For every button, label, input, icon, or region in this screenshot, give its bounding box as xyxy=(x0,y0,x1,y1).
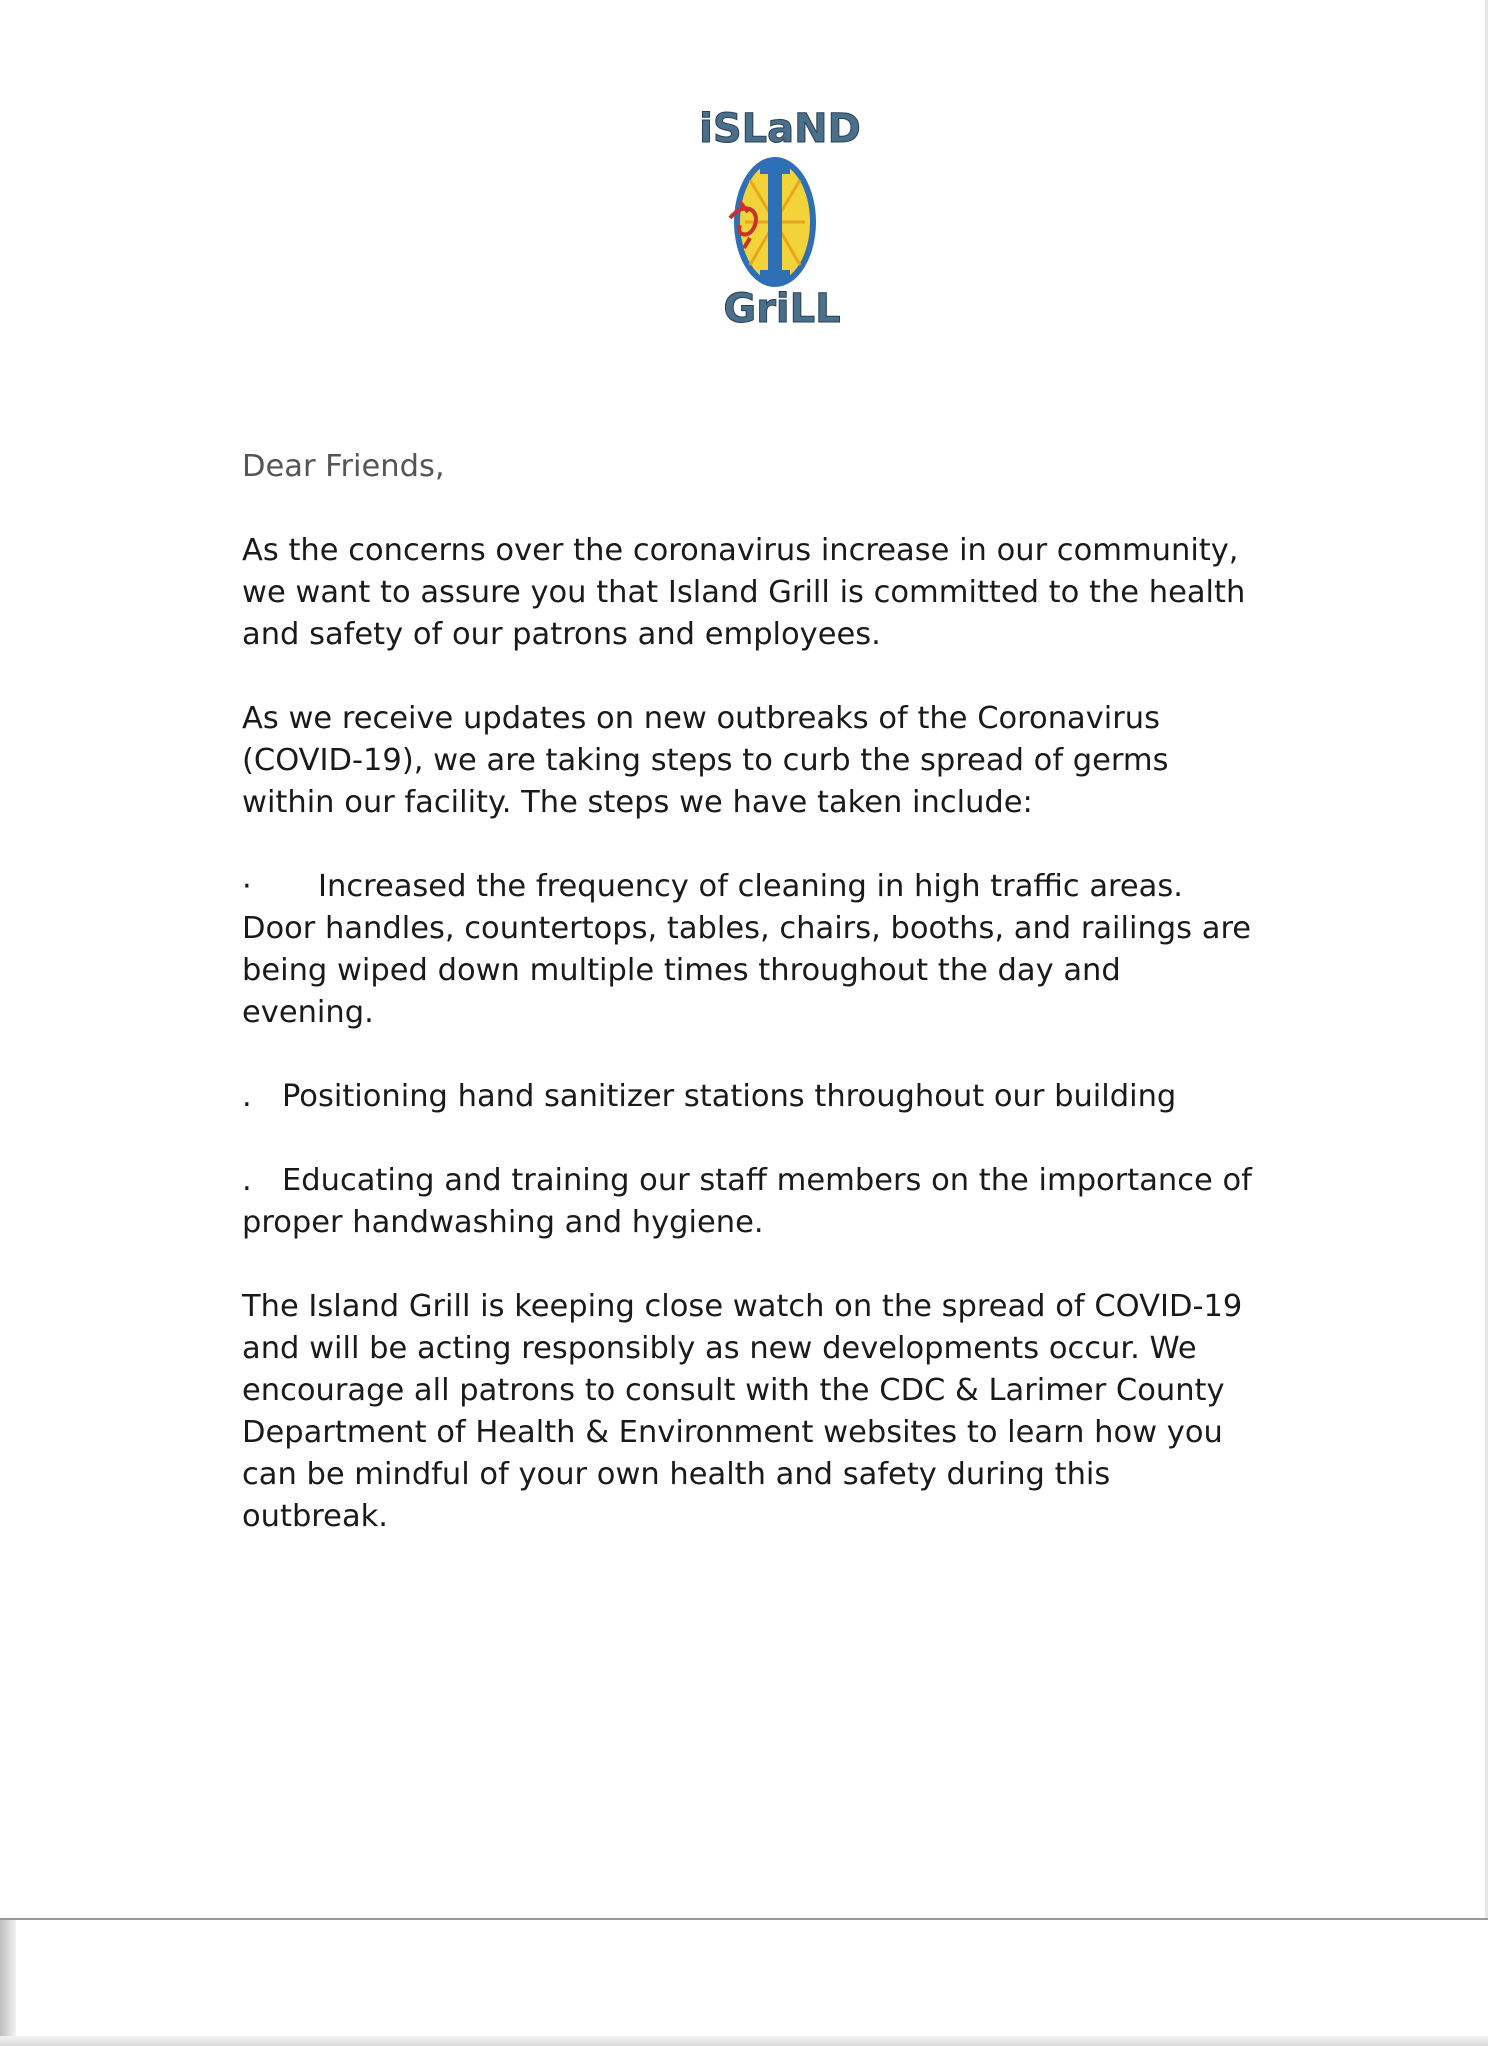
paragraph-steps: As we receive updates on new outbreaks of the Coronavirus (COVID-19), we are taking steps to curb the spread of germs within our facility. The steps we have taken include: xyxy=(242,701,1169,820)
bullet-item xyxy=(242,1076,1252,1118)
paragraph-closing: The Island Grill is keeping close watch on the spread of COVID-19 and will be acting responsibly as new developments occur. We encourage all patrons to consult with the CDC & Larimer County Department of Health & Environment websites to learn how you can be mindful of your own health and safety during this outbreak. xyxy=(242,1289,1243,1534)
bullet-marker: . xyxy=(242,1163,252,1198)
scan-page-edge-line xyxy=(0,1918,1488,1920)
letter-body xyxy=(242,446,1252,1538)
bullet-text: Educating and training our staff members on the importance of proper handwashing and hygiene. xyxy=(242,1163,1252,1240)
logo-top-text: iSLaND xyxy=(699,106,861,152)
bullet-text: Positioning hand sanitizer stations throughout our building xyxy=(282,1079,1177,1114)
logo-bottom-text: GriLL xyxy=(723,286,841,332)
bullet-item xyxy=(242,866,1252,1034)
bullet-text: Increased the frequency of cleaning in high traffic areas. Door handles, countertops, tables, chairs, booths, and railings are being wiped down multiple times throughout the day and evening. xyxy=(242,869,1252,1030)
island-grill-logo-graphic xyxy=(690,100,870,335)
bullet-marker: . xyxy=(242,1079,252,1114)
scan-corner-shadow xyxy=(0,1920,16,2046)
logo-i-stem xyxy=(768,170,782,280)
island-grill-logo xyxy=(690,100,870,335)
paragraph-intro: As the concerns over the coronavirus increase in our community, we want to assure you that Island Grill is committed to the health and safety of our patrons and employees. xyxy=(242,533,1246,652)
logo-i-bottom xyxy=(760,270,790,282)
scan-bottom-edge xyxy=(0,2036,1488,2046)
bullet-marker: · xyxy=(242,869,252,904)
salutation: Dear Friends, xyxy=(242,449,445,484)
bullet-item xyxy=(242,1160,1252,1244)
